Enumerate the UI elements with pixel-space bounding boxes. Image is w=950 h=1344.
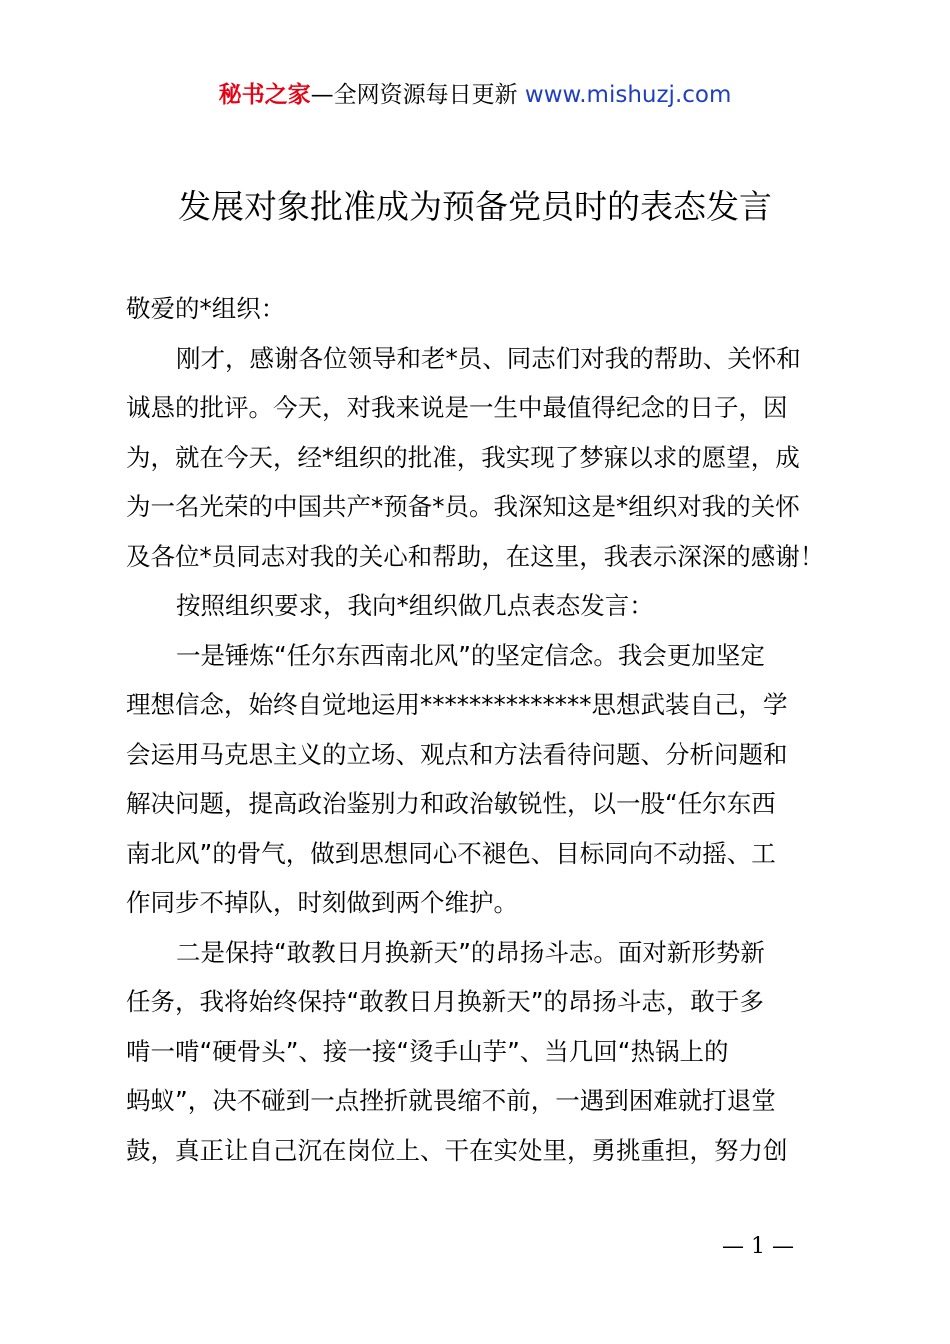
- body-line: 会运用马克思主义的立场、观点和方法看待问题、分析问题和: [126, 739, 788, 769]
- body-line: 蚂蚁”，决不碰到一点挫折就畏缩不前，一遇到困难就打退堂: [126, 1086, 776, 1115]
- body-line: 南北风”的骨气，做到思想同心不褪色、目标同向不动摇、工: [126, 838, 776, 868]
- document-title: 发展对象批准成为预备党员时的表态发言: [178, 187, 772, 226]
- site-url-link[interactable]: www.mishuzj.com: [524, 82, 732, 108]
- body-line: 刚才，感谢各位领导和老*员、同志们对我的帮助、关怀和: [176, 343, 801, 373]
- body-line: 及各位*员同志对我的关心和帮助，在这里，我表示深深的感谢！: [126, 541, 825, 571]
- body-line: 理想信念，始终自觉地运用**************思想武装自己，学: [126, 690, 788, 719]
- body-line: 诚恳的批评。今天，对我来说是一生中最值得纪念的日子，因: [126, 393, 788, 422]
- body-line: 啃一啃“硬骨头”、接一接“烫手山芋”、当几回“热锅上的: [126, 1036, 729, 1066]
- body-line: 任务，我将始终保持“敢教日月换新天”的昂扬斗志，敢于多: [126, 987, 764, 1016]
- brand-name: 秘书之家: [218, 82, 311, 108]
- body-line: 为一名光荣的中国共产*预备*员。我深知这是*组织对我的关怀: [126, 492, 800, 521]
- body-line: 鼓，真正让自己沉在岗位上、干在实处里，勇挑重担，努力创: [126, 1135, 788, 1165]
- body-line: 作同步不掉队，时刻做到两个维护。: [126, 888, 518, 917]
- salutation: 敬爱的*组织：: [126, 294, 286, 323]
- body-line: 为，就在今天，经*组织的批准，我实现了梦寐以求的愿望，成: [126, 442, 800, 472]
- body-line: 按照组织要求，我向*组织做几点表态发言：: [176, 591, 654, 620]
- site-header: [0, 78, 950, 112]
- document-body: [126, 284, 838, 1175]
- body-line: 解决问题，提高政治鉴别力和政治敏锐性，以一股“任尔东西: [126, 789, 776, 818]
- body-line: 二是保持“敢教日月换新天”的昂扬斗志。面对新形势新: [176, 937, 765, 967]
- body-line: 一是锤炼“任尔东西南北风”的坚定信念。我会更加坚定: [176, 640, 765, 670]
- page-number: — 1 —: [722, 1234, 794, 1259]
- header-tagline: —全网资源每日更新: [310, 82, 518, 108]
